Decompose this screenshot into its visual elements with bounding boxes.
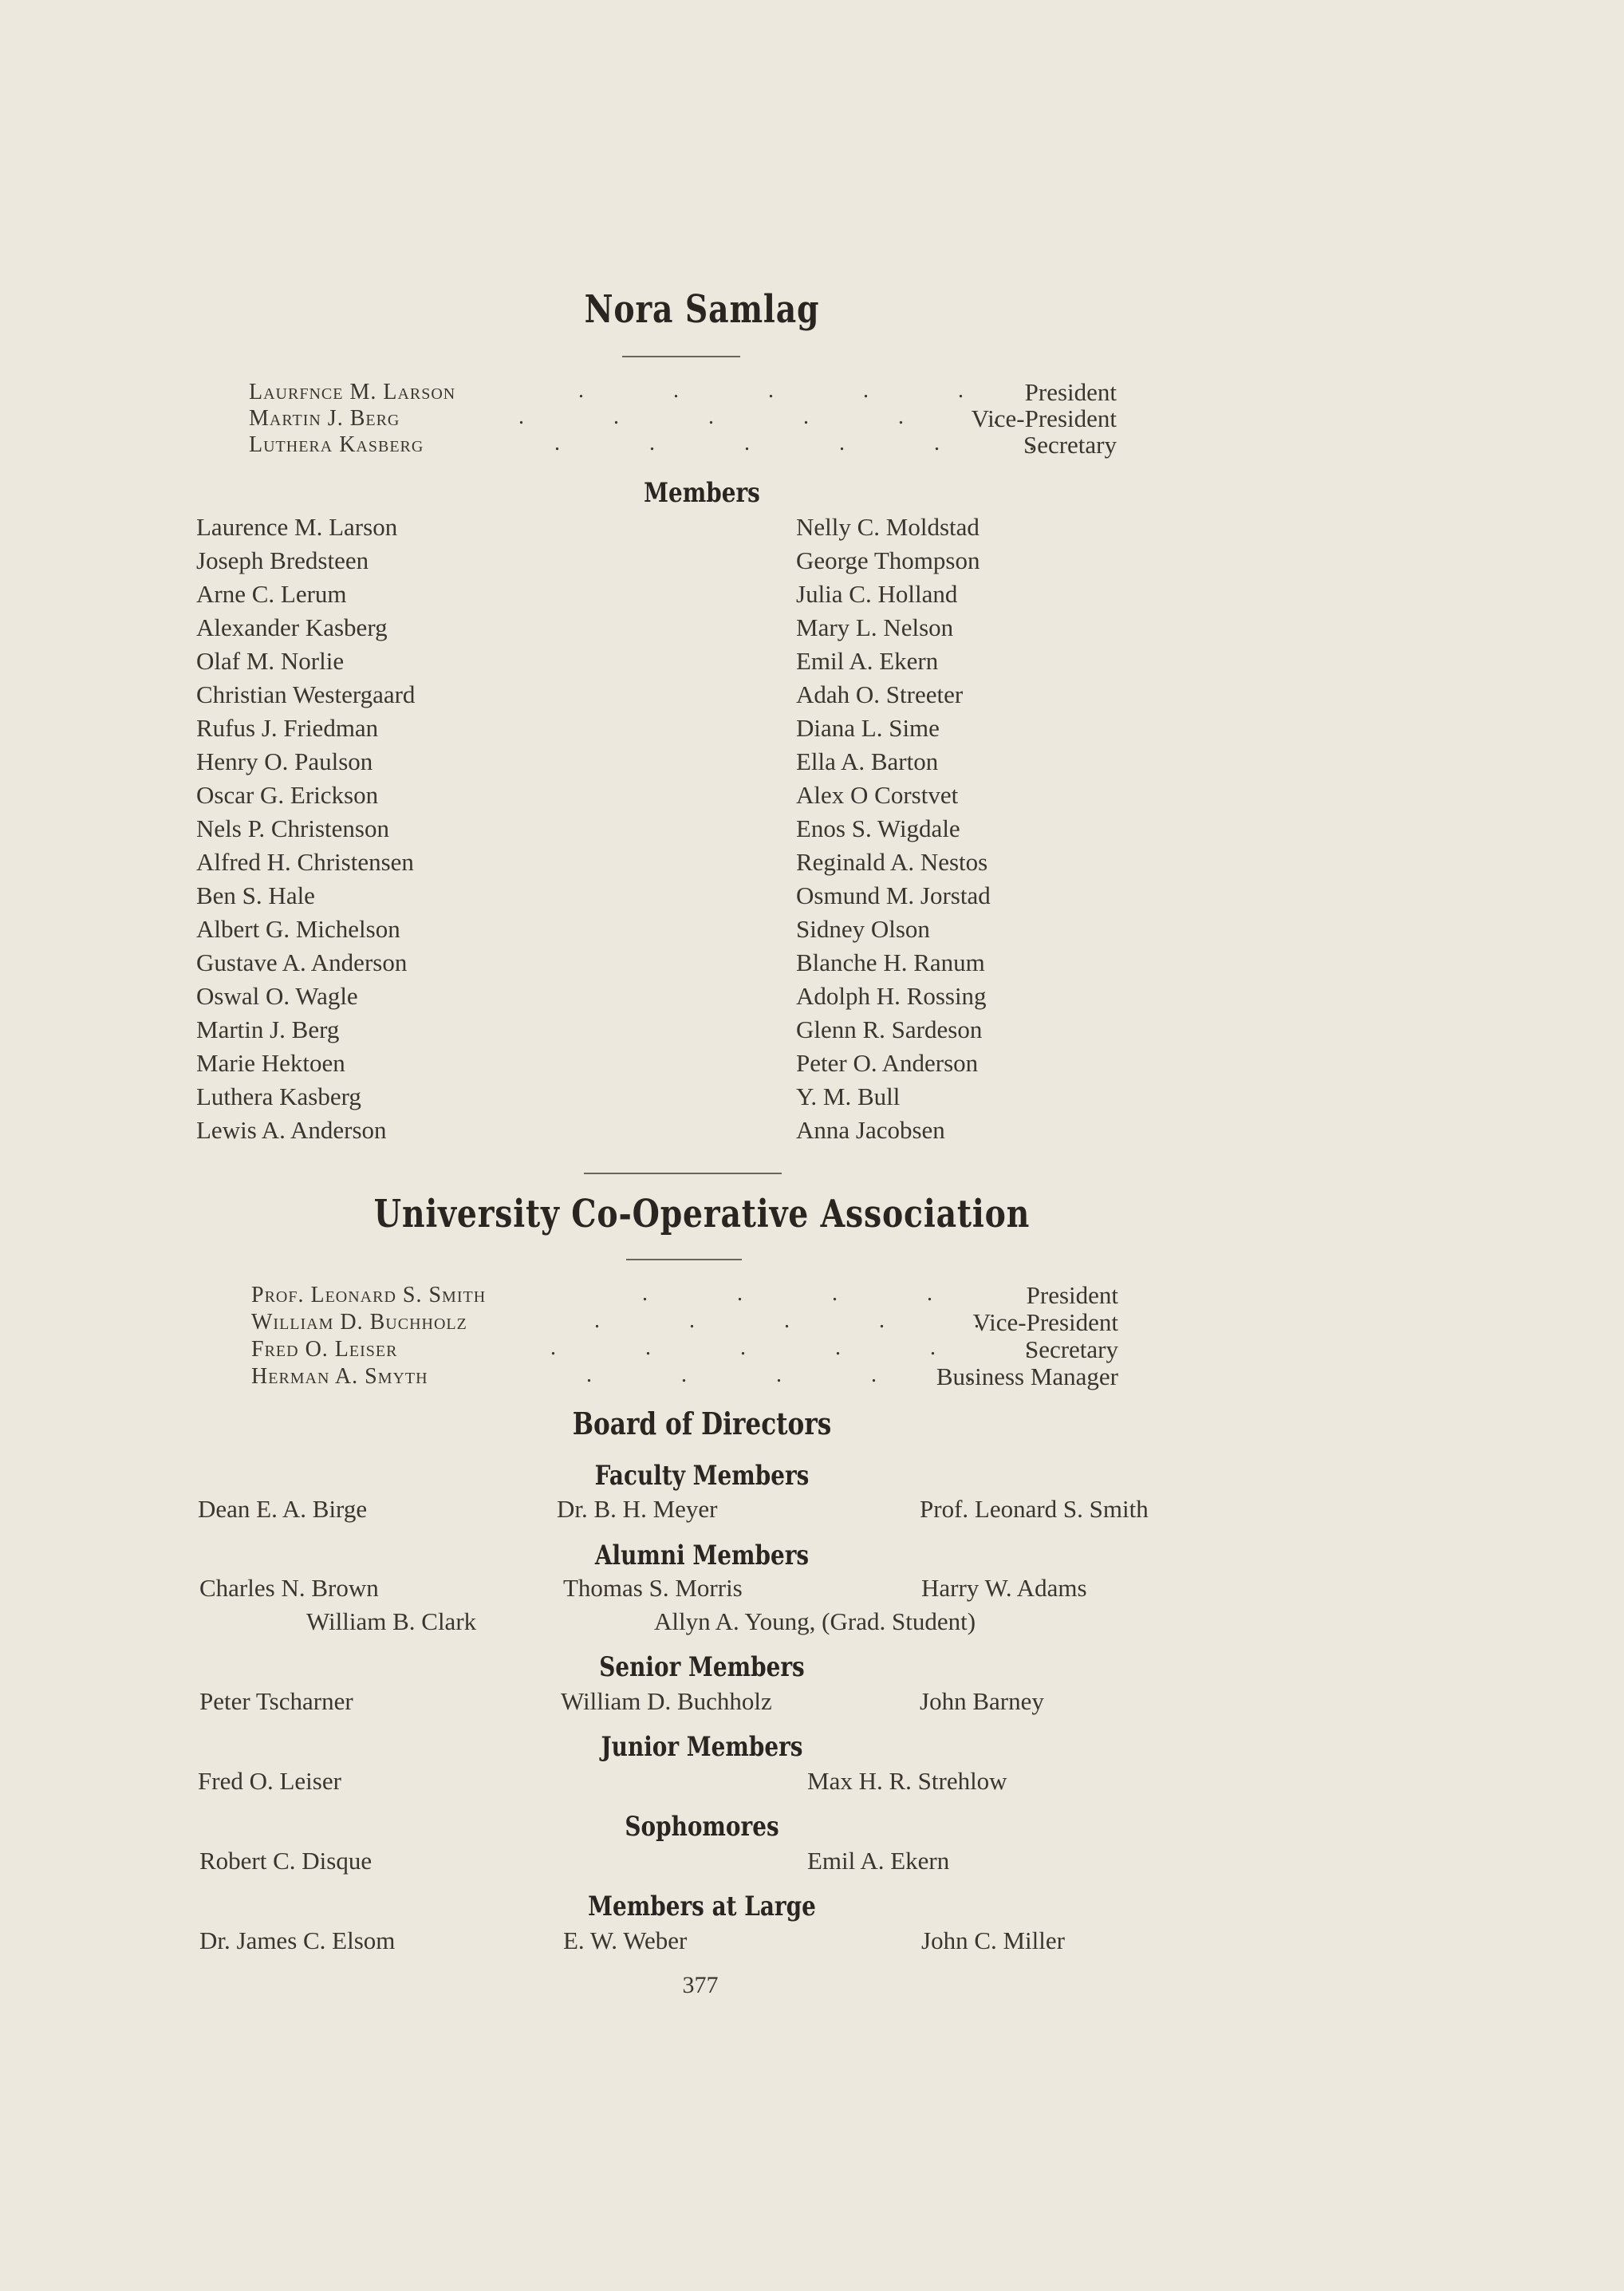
list-item: Marie Hektoen bbox=[196, 1049, 345, 1077]
faculty-heading: Faculty Members bbox=[594, 1460, 810, 1492]
board-member: Allyn A. Young, (Grad. Student) bbox=[654, 1607, 976, 1635]
list-item: Olaf M. Norlie bbox=[196, 647, 345, 675]
board-member: John Barney bbox=[920, 1687, 1044, 1715]
officer-name: William D. Buchholz bbox=[251, 1310, 467, 1335]
list-item: Gustave A. Anderson bbox=[196, 948, 408, 976]
list-item: Blanche H. Ranum bbox=[796, 948, 985, 976]
list-item: Luthera Kasberg bbox=[196, 1082, 361, 1110]
officer-role: Business Manager bbox=[936, 1362, 1118, 1390]
page-number: 377 bbox=[682, 1972, 719, 1998]
list-item: Diana L. Sime bbox=[796, 714, 940, 742]
board-member: Charles N. Brown bbox=[199, 1574, 379, 1602]
leader-dots: . . . . . bbox=[594, 1308, 980, 1333]
board-member: Fred O. Leiser bbox=[198, 1767, 341, 1795]
board-member: William D. Buchholz bbox=[561, 1687, 772, 1715]
sophomores-heading: Sophomores bbox=[625, 1811, 779, 1843]
list-item: Osmund M. Jorstad bbox=[796, 881, 991, 909]
leader-dots: . . . . . . bbox=[550, 1335, 1031, 1360]
leader-dots: . . . . . . bbox=[518, 404, 999, 429]
section-divider bbox=[584, 1173, 782, 1174]
senior-heading: Senior Members bbox=[599, 1651, 805, 1683]
board-member: John C. Miller bbox=[921, 1926, 1065, 1954]
list-item: Reginald A. Nestos bbox=[796, 848, 988, 876]
list-item: Ben S. Hale bbox=[196, 881, 315, 909]
officer-name: Prof. Leonard S. Smith bbox=[251, 1283, 487, 1307]
list-item: Y. M. Bull bbox=[796, 1082, 901, 1110]
members-right-column bbox=[796, 511, 991, 1147]
list-item: Christian Westergaard bbox=[196, 680, 416, 708]
board-member: William B. Clark bbox=[306, 1607, 477, 1635]
leader-dots: . . . . . bbox=[578, 378, 964, 403]
board-member: Peter Tscharner bbox=[199, 1687, 353, 1715]
officer-role: Vice-President bbox=[972, 1308, 1118, 1336]
board-member: E. W. Weber bbox=[563, 1926, 688, 1954]
list-item: Lewis A. Anderson bbox=[196, 1116, 387, 1144]
members-left-column bbox=[196, 511, 415, 1147]
title-rule bbox=[622, 356, 740, 357]
list-item: Ella A. Barton bbox=[796, 747, 939, 775]
list-item: Nels P. Christenson bbox=[196, 814, 389, 842]
board-member: Robert C. Disque bbox=[199, 1847, 372, 1875]
board-member: Max H. R. Strehlow bbox=[807, 1767, 1007, 1795]
board-member: Dean E. A. Birge bbox=[198, 1495, 368, 1523]
list-item: Adah O. Streeter bbox=[796, 680, 964, 708]
members-heading: Members bbox=[644, 477, 760, 509]
list-item: Rufus J. Friedman bbox=[196, 714, 379, 742]
board-member: Dr. James C. Elsom bbox=[199, 1926, 396, 1954]
list-item: Laurence M. Larson bbox=[196, 513, 398, 541]
junior-heading: Junior Members bbox=[601, 1731, 803, 1763]
officer-role: Secretary bbox=[1024, 1335, 1118, 1363]
uca-title: University Co-Operative Association bbox=[373, 1192, 1031, 1236]
officer-name: Laurfnce M. Larson bbox=[249, 380, 456, 404]
alumni-heading: Alumni Members bbox=[594, 1540, 810, 1571]
list-item: Joseph Bredsteen bbox=[196, 546, 369, 574]
list-item: Emil A. Ekern bbox=[796, 647, 939, 675]
officer-name: Martin J. Berg bbox=[249, 406, 400, 431]
list-item: George Thompson bbox=[796, 546, 980, 574]
board-member: Harry W. Adams bbox=[921, 1574, 1087, 1602]
list-item: Alfred H. Christensen bbox=[196, 848, 414, 876]
officer-name: Fred O. Leiser bbox=[251, 1337, 398, 1362]
large-heading: Members at Large bbox=[588, 1891, 816, 1922]
board-member: Emil A. Ekern bbox=[807, 1847, 950, 1875]
list-item: Albert G. Michelson bbox=[196, 915, 400, 943]
list-item: Nelly C. Moldstad bbox=[796, 513, 980, 541]
officer-role: Vice-President bbox=[971, 404, 1117, 432]
board-member: Thomas S. Morris bbox=[563, 1574, 743, 1602]
list-item: Martin J. Berg bbox=[196, 1015, 340, 1043]
list-item: Henry O. Paulson bbox=[196, 747, 373, 775]
title-rule bbox=[626, 1259, 742, 1260]
officer-role: Secretary bbox=[1023, 431, 1117, 459]
list-item: Enos S. Wigdale bbox=[796, 814, 960, 842]
officer-name: Luthera Kasberg bbox=[249, 432, 424, 457]
list-item: Oscar G. Erickson bbox=[196, 781, 379, 809]
list-item: Anna Jacobsen bbox=[796, 1116, 945, 1144]
list-item: Julia C. Holland bbox=[796, 580, 958, 608]
list-item: Mary L. Nelson bbox=[796, 613, 954, 641]
officer-name: Herman A. Smyth bbox=[251, 1364, 428, 1389]
board-member: Dr. B. H. Meyer bbox=[557, 1495, 718, 1523]
list-item: Alex O Corstvet bbox=[796, 781, 959, 809]
leader-dots: . . . . . . bbox=[554, 431, 1035, 455]
list-item: Peter O. Anderson bbox=[796, 1049, 979, 1077]
nora-samlag-title: Nora Samlag bbox=[584, 287, 820, 332]
board-member: Prof. Leonard S. Smith bbox=[920, 1495, 1149, 1523]
leader-dots: . . . . bbox=[642, 1281, 932, 1306]
list-item: Adolph H. Rossing bbox=[796, 982, 987, 1010]
officer-role: President bbox=[1024, 378, 1117, 406]
list-item: Alexander Kasberg bbox=[196, 613, 388, 641]
list-item: Oswal O. Wagle bbox=[196, 982, 358, 1010]
leader-dots: . . . . . bbox=[586, 1362, 972, 1387]
list-item: Sidney Olson bbox=[796, 915, 930, 943]
list-item: Arne C. Lerum bbox=[196, 580, 347, 608]
list-item: Glenn R. Sardeson bbox=[796, 1015, 983, 1043]
board-heading: Board of Directors bbox=[572, 1406, 832, 1441]
officer-role: President bbox=[1026, 1281, 1118, 1309]
